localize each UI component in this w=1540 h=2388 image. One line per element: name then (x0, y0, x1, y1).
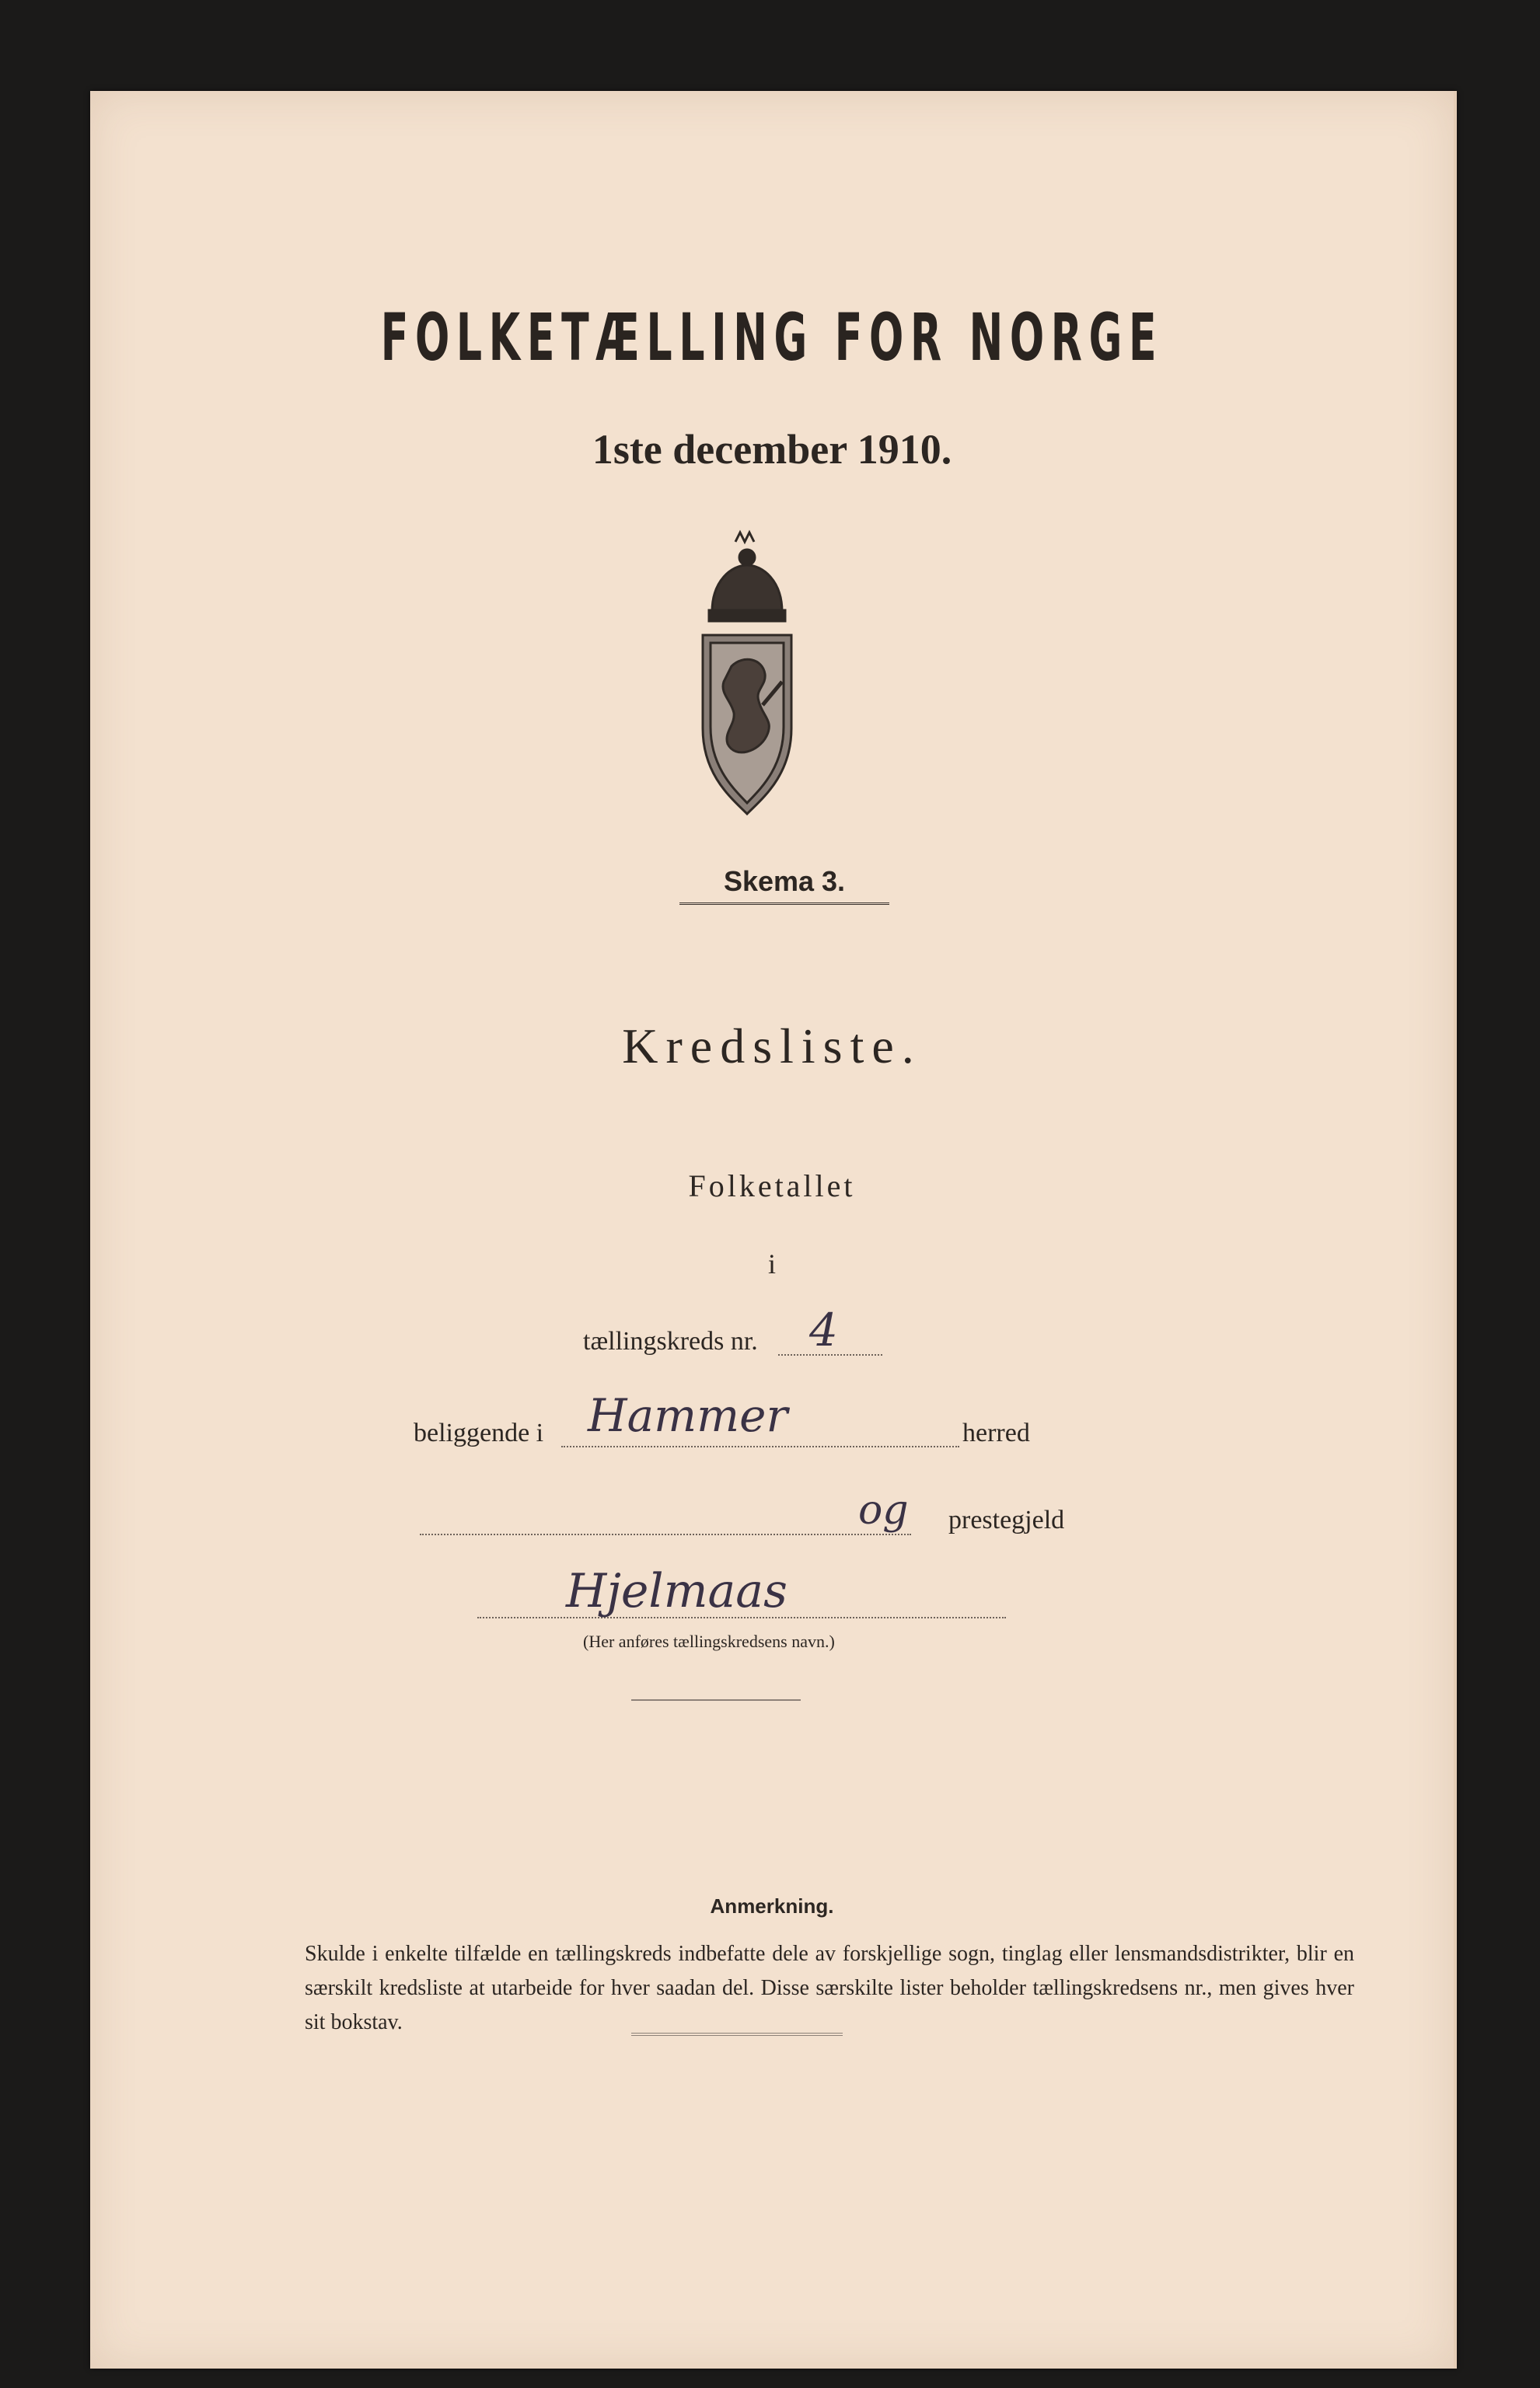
form-name: Kredsliste. (622, 1018, 922, 1074)
census-form-sheet (90, 91, 1457, 2369)
schema-number: Skema 3. (679, 865, 889, 905)
note-heading: Anmerkning. (710, 1894, 834, 1918)
form-title: FOLKETÆLLING FOR NORGE (380, 299, 1164, 375)
norwegian-coat-of-arms-icon (689, 526, 805, 822)
bottom-divider (631, 2033, 843, 2036)
i-label: i (767, 1248, 776, 1280)
prestegjeld-label: prestegjeld (948, 1506, 1065, 1534)
note-body: Skulde i enkelte tilfælde en tællingskreds indbefatte dele av forskjellige sogn, tinglag eller lensmandsdistrikter, blir en særskilt kredsliste at utarbeide for hver saadan del. Disse særskilte lister beholder tællingskredsens nr., men gives hver sit bokstav. (305, 1942, 1354, 2034)
kreds-name-hint: (Her anføres tællingskredsens navn.) (583, 1632, 835, 1651)
census-date: 1ste december 1910. (592, 426, 952, 473)
herred-field[interactable] (561, 1446, 959, 1447)
og-value: og (858, 1487, 909, 1534)
located-label: beliggende i (414, 1419, 544, 1447)
district-number-value: 4 (809, 1304, 838, 1356)
herred-label: herred (962, 1419, 1030, 1447)
divider (631, 1699, 801, 1701)
district-label: tællingskreds nr. (583, 1327, 758, 1356)
prestegjeld-field[interactable] (420, 1534, 911, 1535)
kreds-name-value: Hjelmaas (566, 1564, 787, 1618)
herred-value: Hammer (588, 1389, 788, 1442)
folketallet-label: Folketallet (688, 1168, 856, 1203)
